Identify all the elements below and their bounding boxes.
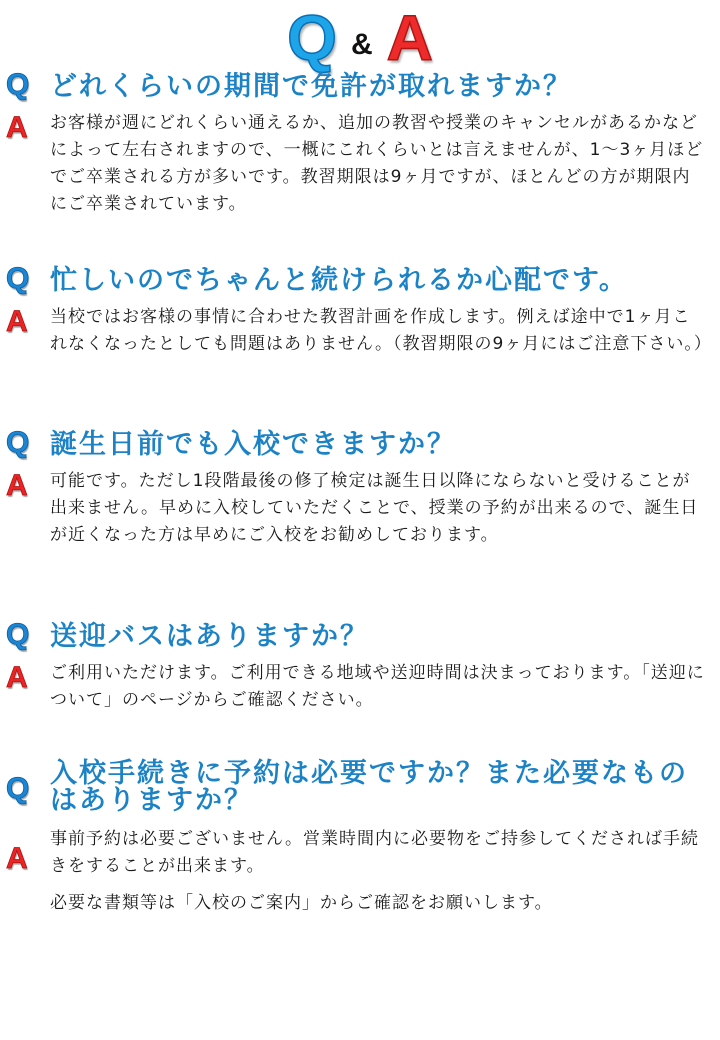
answer-text	[50, 660, 708, 714]
answer-paragraph: 事前予約は必要ございません。営業時間内に必要物をご持参してくだされば手続きをすることが出来ます。	[50, 829, 700, 876]
a-mark-icon: A	[6, 469, 28, 502]
question-text: 入校手続きに予約は必要ですか？また必要なものはありますか？	[50, 758, 688, 816]
answer-paragraph: ご利用いただけます。ご利用できる地域や送迎時間は決まっております。「送迎について」のページからご確認ください。	[50, 663, 705, 710]
a-mark-icon: A	[6, 661, 28, 694]
question-row	[0, 428, 720, 459]
answer-row	[0, 110, 720, 218]
qa-item-5	[0, 760, 720, 917]
qa-item-2	[0, 264, 720, 358]
q-mark-icon: Q	[6, 772, 30, 805]
answer-paragraph: 必要な書類等は「入校のご案内」からご確認をお願いします。	[50, 893, 553, 913]
qa-item-3	[0, 428, 720, 549]
page-header	[0, 2, 720, 74]
q-mark-icon: Q	[6, 68, 30, 101]
qa-item-1	[0, 70, 720, 218]
answer-text	[50, 826, 708, 917]
qa-item-4	[0, 620, 720, 714]
question-row	[0, 264, 720, 295]
question-text: 忙しいのでちゃんと続けられるか心配です。	[50, 265, 628, 296]
question-text: どれくらいの期間で免許が取れますか？	[50, 71, 572, 102]
question-row	[0, 70, 720, 101]
answer-paragraph: 可能です。ただし1段階最後の修了検定は誕生日以降にならないと受けることが出来ません。早めに入校していただくことで、授業の予約が出来るので、誕生日が近くなった方は早めにご入校をお勧めしております。	[50, 471, 699, 545]
question-row	[0, 760, 720, 814]
a-mark-icon: A	[6, 111, 28, 144]
a-mark-icon: A	[6, 305, 28, 338]
header-q-letter: Q	[287, 2, 337, 74]
answer-text	[50, 468, 708, 549]
answer-row	[0, 660, 720, 714]
answer-row	[0, 304, 720, 358]
answer-paragraph: お客様が週にどれくらい通えるか、追加の教習や授業のキャンセルがあるかなどによって左右されますので、一概にこれくらいとは言えませんが、1～3ヶ月ほどでご卒業される方が多いです。教習期限は9ヶ月ですが、ほとんどの方が期限内にご卒業されています。	[50, 113, 704, 214]
answer-text	[50, 110, 708, 218]
question-text: 誕生日前でも入校できますか？	[50, 429, 456, 460]
a-mark-icon: A	[6, 842, 28, 875]
header-a-letter: A	[386, 2, 433, 74]
header-ampersand: &	[350, 28, 373, 61]
answer-paragraph: 当校ではお客様の事情に合わせた教習計画を作成します。例えば途中で1ヶ月これなくなったとしても問題はありません。（教習期限の9ヶ月にはご注意下さい。）	[50, 307, 712, 354]
q-mark-icon: Q	[6, 262, 30, 295]
answer-row	[0, 826, 720, 917]
q-mark-icon: Q	[6, 426, 30, 459]
answer-text	[50, 304, 712, 358]
answer-row	[0, 468, 720, 549]
question-text: 送迎バスはありますか？	[50, 621, 369, 652]
question-row	[0, 620, 720, 651]
q-mark-icon: Q	[6, 618, 30, 651]
